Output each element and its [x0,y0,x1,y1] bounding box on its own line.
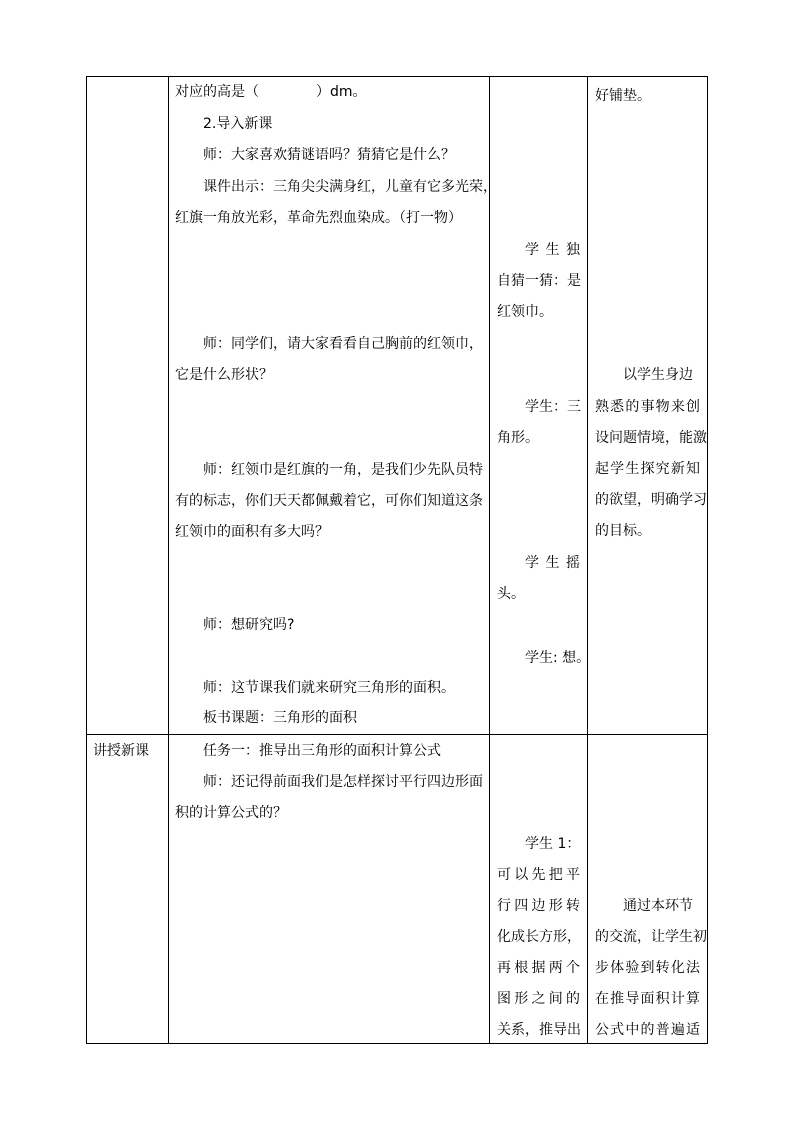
student1-answer-1: 学生 1： [525,836,581,852]
student1-answer-3: 行四边形转 [497,898,580,914]
intent2-line-2: 的交流，让学生初 [595,929,707,945]
student-guess-line-3: 红领巾。 [497,304,553,320]
riddle-line-1: 课件出示：三角尖尖满身红，儿童有它多光荣， [203,179,497,195]
student1-answer-4: 化成长方形， [497,929,581,945]
table-bottom-border [86,1043,708,1044]
table-right-border [707,76,708,1044]
student-want-answer: 学生: 想。 [525,650,591,666]
teacher-area-question-2: 有的标志，你们天天都佩戴着它，可你们知道这条 [175,493,483,509]
student-guess-line-1: 学生独 [525,242,580,258]
teacher-want-question: 师：想研究吗? [203,617,295,633]
intent-line-5: 的欲望，明确学习 [595,492,707,508]
task-one-title: 任务一：推导出三角形的面积计算公式 [203,743,441,759]
teacher-riddle-question: 师：大家喜欢猜谜语吗？猜猜它是什么？ [203,147,455,163]
section-title: 2.导入新课 [203,116,273,132]
teacher-shape-question-1: 师：同学们，请大家看看自己胸前的红领巾， [203,336,483,352]
riddle-line-2: 红旗一角放光彩，革命先烈血染成。（打一物） [175,210,462,226]
intent2-line-1: 通过本环节 [623,898,693,914]
student-shake-head-1: 学生摇 [525,555,580,571]
teacher-topic-statement: 师：这节课我们就来研究三角形的面积。 [203,680,455,696]
student1-answer-2: 可以先把平 [497,867,580,883]
table-top-border [86,76,708,77]
student-shape-answer-1: 学生：三 [525,399,581,415]
intent-line-2: 熟悉的事物来创 [595,399,700,415]
student1-answer-6: 图形之间的 [497,991,580,1007]
teacher-area-question-1: 师：红领巾是红旗的一角，是我们少先队员特 [203,462,483,478]
teacher-review-question-2: 积的计算公式的？ [175,805,287,821]
height-blank-left: 对应的高是（ [175,84,259,100]
student-guess-line-2: 自猜一猜：是 [497,273,581,289]
intent-line-3: 设问题情境，能激 [595,430,707,446]
height-blank-right: ）dm。 [316,84,367,100]
board-title: 板书课题：三角形的面积 [203,710,357,726]
intent2-line-4: 在推导面积计算 [595,991,700,1007]
table-left-border [86,76,87,1044]
student-shake-head-2: 头。 [497,586,525,602]
intent2-line-5: 公式中的普遍适 [595,1022,700,1038]
intent-prior-end: 好铺垫。 [595,88,651,104]
teacher-shape-question-2: 它是什么形状？ [175,367,273,383]
intent-line-1: 以学生身边 [623,367,693,383]
student1-answer-5: 再根据两个 [497,960,580,976]
intent-line-4: 起学生探究新知 [595,461,700,477]
column-divider-student [587,76,588,1044]
student-shape-answer-2: 角形。 [497,430,539,446]
column-divider-process [489,76,490,1044]
teacher-area-question-3: 红领巾的面积有多大吗？ [175,524,329,540]
intent2-line-3: 步体验到转化法 [595,960,700,976]
student1-answer-7: 关系，推导出 [497,1022,581,1038]
teacher-review-question-1: 师：还记得前面我们是怎样探讨平行四边形面 [203,774,483,790]
row-divider [86,734,708,735]
column-divider-stage [168,76,169,1044]
stage-label-new-lesson: 讲授新课 [93,743,149,759]
intent-line-6: 的目标。 [595,523,651,539]
